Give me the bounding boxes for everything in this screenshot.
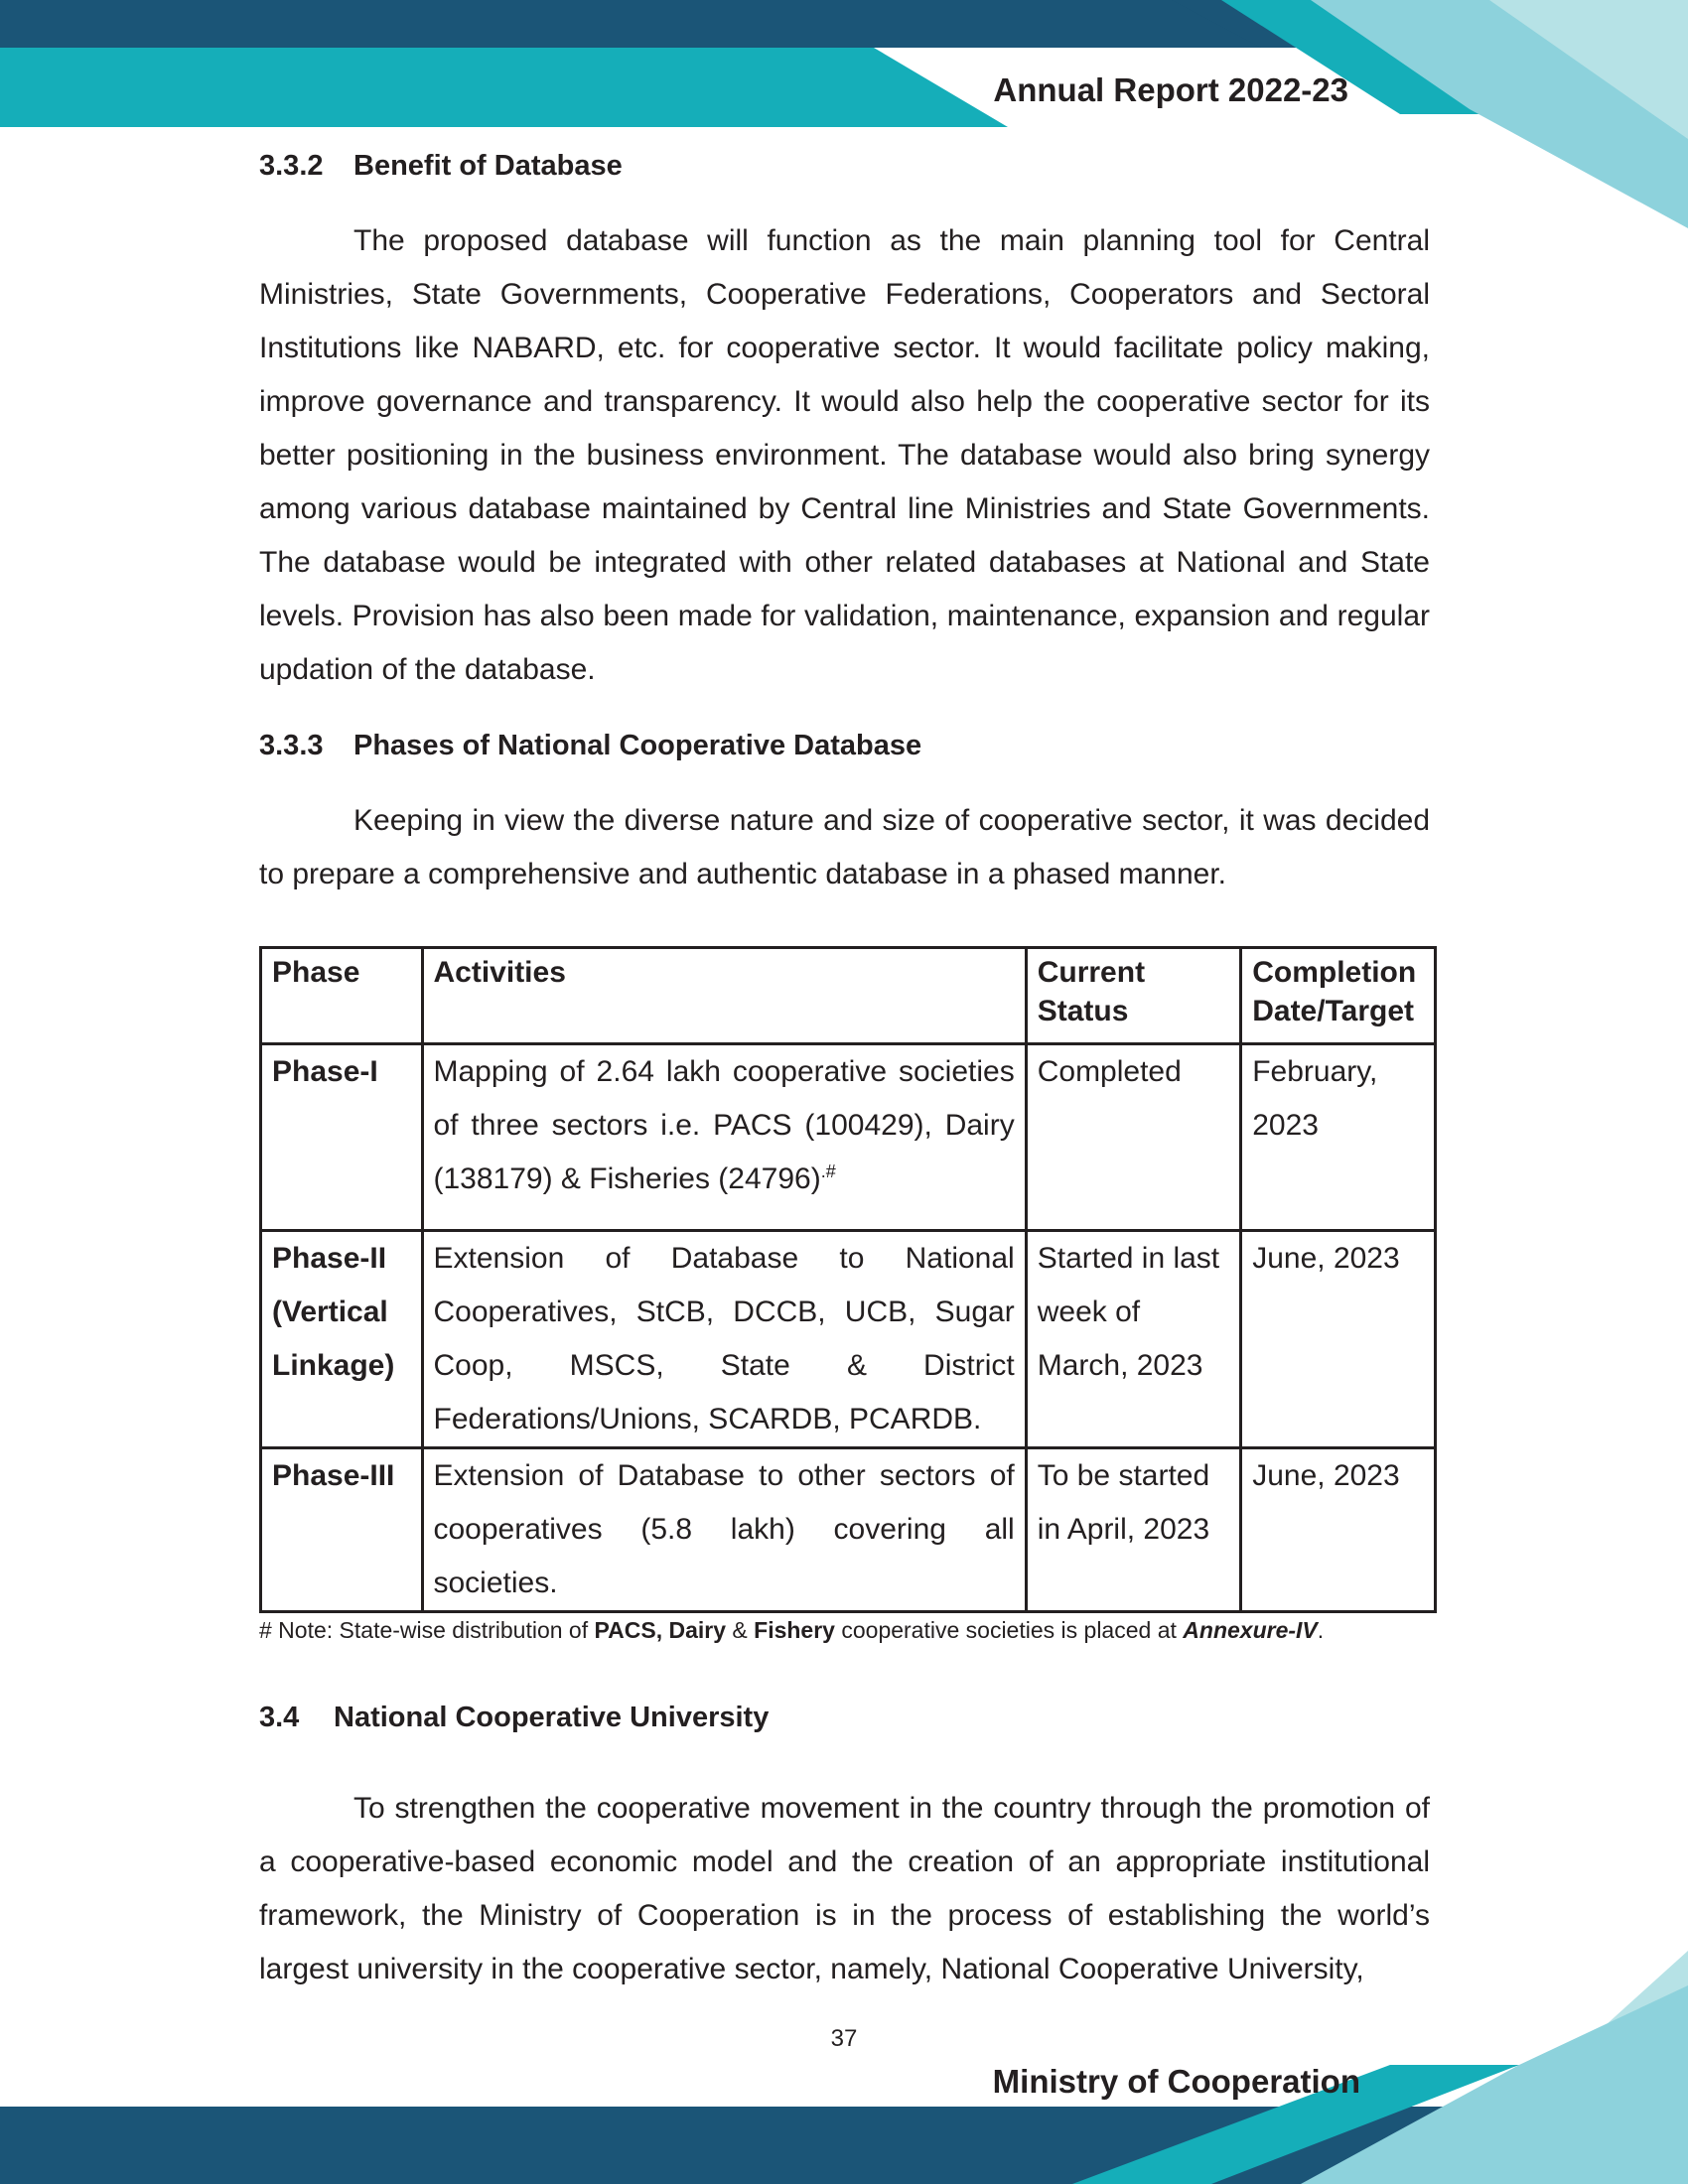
section-paragraph: To strengthen the cooperative movement in the country through the promotion of a cooperative-based economic model and the creation of an appropriate institutional framework, the Ministry of Cooperation is in the process of establishing the world’s largest university in the cooperative sector, namely, National Cooperative University,	[259, 1792, 1430, 1985]
phase-label: (Vertical	[272, 1296, 388, 1328]
status-cell: Started in last week of March, 2023	[1026, 1231, 1241, 1448]
section-paragraph: The proposed database will function as the main planning tool for Central Ministries, State Governments, Cooperative Federations, Cooperators and Sectoral Institutions like NABARD, etc. for cooperative sector. It would facilitate policy making, improve governance and transparency. It would also help the cooperative sector for its better positioning in the business environment. The database would also bring synergy among various database maintained by Central line Ministries and State Governments. The database would be integrated with other related databases at National and State levels. Provision has also been made for validation, maintenance, expansion and regular updation of the database.	[259, 224, 1430, 686]
activity-text: Mapping of 2.64 lakh cooperative societies of three sectors i.e. PACS (100429), Dairy (138179) & Fisheries (24796)	[433, 1055, 1015, 1195]
section-number: 3.4	[259, 1702, 300, 1733]
activity-cell: Extension of Database to National Cooperatives, StCB, DCCB, UCB, Sugar Coop, MSCS, State & District Federations/Unions, SCARDB, PCARDB.	[422, 1231, 1026, 1448]
date-cell: February, 2023	[1241, 1044, 1436, 1231]
header-status-line: Status	[1037, 995, 1129, 1027]
note-middle: cooperative societies is placed at	[834, 1617, 1184, 1643]
header-date-line: Completion	[1252, 956, 1417, 989]
table-footnote	[259, 1615, 1430, 1645]
phase-cell	[261, 1044, 423, 1231]
table-row	[261, 1448, 1436, 1612]
header-current-status	[1026, 948, 1241, 1044]
section-heading	[259, 725, 1430, 766]
activity-cell	[422, 1044, 1026, 1231]
section-title: National Cooperative University	[334, 1702, 770, 1733]
section-title: Benefit of Database	[353, 150, 623, 182]
header-phase: Phase	[261, 948, 423, 1044]
status-cell: To be started in April, 2023	[1026, 1448, 1241, 1612]
table-row	[261, 1044, 1436, 1231]
status-cell: Completed	[1026, 1044, 1241, 1231]
date-cell: June, 2023	[1241, 1448, 1436, 1612]
note-prefix: # Note: State-wise distribution of	[259, 1617, 595, 1643]
table-header-row	[261, 948, 1436, 1044]
phase-label: Phase-II	[272, 1242, 387, 1275]
section-number: 3.3.3	[259, 730, 324, 761]
header-date-line: Date/Target	[1252, 995, 1415, 1027]
header-activities: Activities	[422, 948, 1026, 1044]
phase-label: Phase-III	[272, 1459, 395, 1492]
phase-label: Phase-I	[272, 1055, 378, 1088]
footer-title: Ministry of Cooperation	[992, 2063, 1360, 2100]
phase-cell	[261, 1231, 423, 1448]
date-cell: June, 2023	[1241, 1231, 1436, 1448]
phase-cell	[261, 1448, 423, 1612]
table-row	[261, 1231, 1436, 1448]
top-teal-band	[0, 48, 1008, 127]
note-amp: &	[726, 1617, 755, 1643]
section-heading	[259, 1697, 1430, 1738]
footnote-mark: .#	[820, 1161, 836, 1181]
phase-label: Linkage)	[272, 1349, 395, 1382]
note-bold: PACS, Dairy	[594, 1617, 727, 1643]
page-content	[259, 145, 1430, 1996]
header-status-line: Current	[1037, 956, 1146, 989]
header-completion-date	[1241, 948, 1436, 1044]
section-title: Phases of National Cooperative Database	[353, 730, 922, 761]
note-bold: Fishery	[754, 1617, 835, 1643]
section-number: 3.3.2	[259, 150, 324, 182]
phases-table	[259, 946, 1437, 1613]
header-title: Annual Report 2022-23	[993, 71, 1348, 108]
note-annexure: Annexure-IV	[1183, 1617, 1318, 1643]
section-paragraph: Keeping in view the diverse nature and size of cooperative sector, it was decided to prepare a comprehensive and authentic database in a phased manner.	[259, 804, 1430, 890]
page-number: 37	[830, 2025, 858, 2052]
activity-cell: Extension of Database to other sectors of cooperatives (5.8 lakh) covering all societies.	[422, 1448, 1026, 1612]
note-end: .	[1317, 1617, 1325, 1643]
section-heading	[259, 145, 1430, 187]
